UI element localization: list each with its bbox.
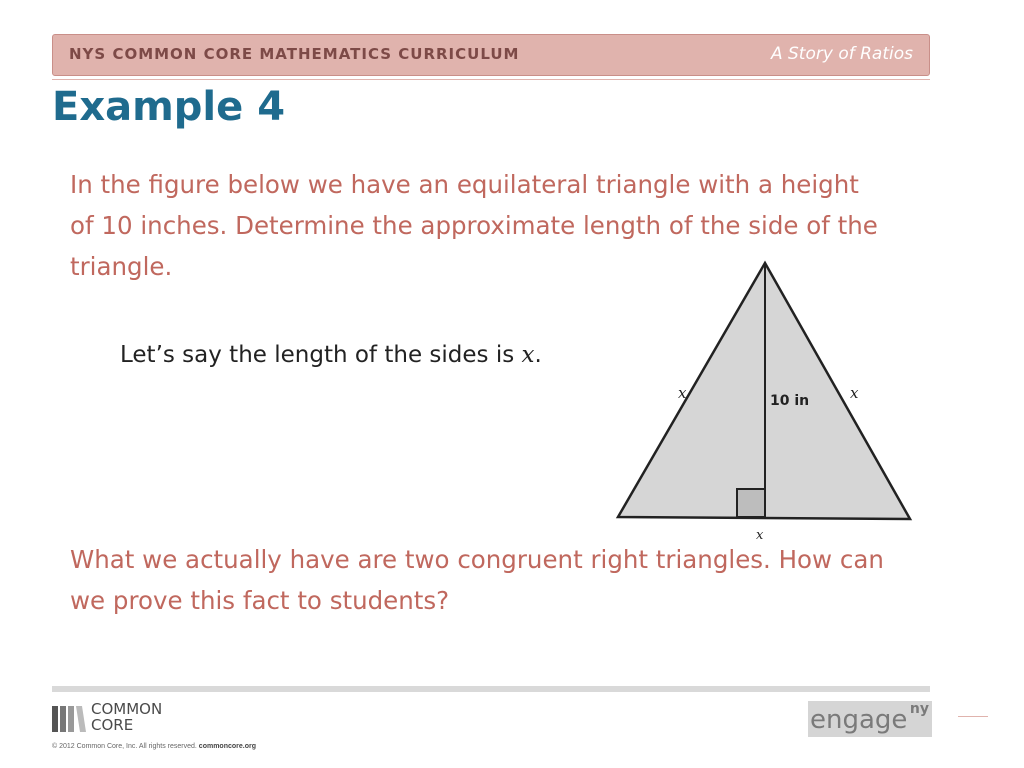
right-side-label: x: [850, 384, 859, 402]
decorative-tick: [958, 716, 988, 717]
footer-divider: [52, 686, 930, 692]
note-period: .: [534, 342, 542, 368]
logo-line-1: COMMON: [91, 700, 163, 718]
base-label: x: [756, 528, 764, 543]
right-angle-marker: [737, 489, 765, 517]
header-divider: [52, 79, 930, 80]
logo-line-2: CORE: [91, 716, 134, 734]
common-core-logo-text: [91, 701, 162, 733]
copyright-notice: [52, 743, 256, 750]
engage-logo-text: engage: [810, 705, 908, 735]
curriculum-title: NYS COMMON CORE MATHEMATICS CURRICULUM: [69, 45, 520, 63]
problem-statement: In the figure below we have an equilateral triangle with a height of 10 inches. Determine the approximate length of the side of the triangle.: [70, 170, 878, 281]
engage-ny-logo: [808, 701, 932, 737]
common-core-logo-icon: [52, 706, 86, 732]
left-side-label: x: [678, 384, 687, 402]
header-band: [52, 34, 930, 76]
side-length-note: [120, 342, 542, 368]
copyright-link[interactable]: commoncore.org: [198, 743, 256, 750]
copyright-text: © 2012 Common Core, Inc. All rights reserved.: [52, 743, 197, 750]
slide-title: Example 4: [52, 84, 286, 130]
module-title: A Story of Ratios: [770, 44, 913, 64]
equilateral-triangle-figure: [610, 255, 920, 545]
note-text: Let’s say the length of the sides is: [120, 342, 522, 368]
note-variable: x: [521, 342, 535, 368]
engage-logo-sup: ny: [909, 701, 929, 717]
congruence-question: What we actually have are two congruent right triangles. How can we prove this fact to students?: [70, 545, 884, 615]
height-label: 10 in: [770, 393, 810, 409]
